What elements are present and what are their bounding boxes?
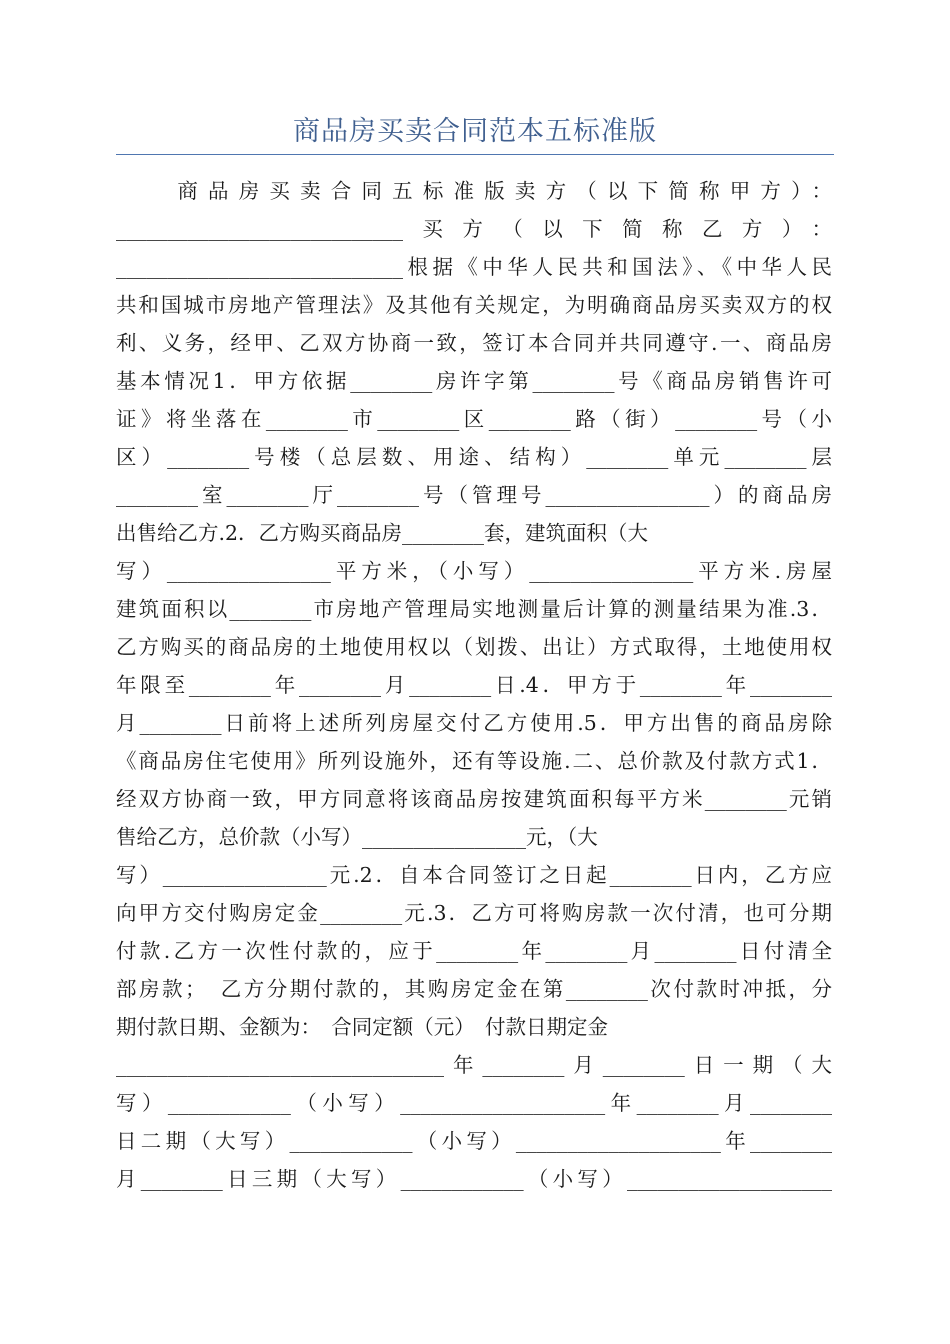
body-line: 乙方购买的商品房的土地使用权以（划拨、出让）方式取得，土地使用权: [116, 635, 832, 659]
body-line: 月________日三期（大写）____________（小写）____________________: [116, 1167, 832, 1191]
body-line: 出售给乙方.2．乙方购买商品房________套，建筑面积（大: [116, 521, 649, 545]
title-underline: [116, 154, 834, 155]
body-line: 利、义务，经甲、乙双方协商一致，签订本合同并共同遵守.一、商品房: [116, 331, 832, 355]
body-line: 部房款； 乙方分期付款的，其购房定金在第________次付款时冲抵，分: [116, 977, 832, 1001]
body-line: 共和国城市房地产管理法》及其他有关规定，为明确商品房买卖双方的权: [116, 293, 832, 317]
body-line: 写）________________元.2．自本合同签订之日起________日内，乙方应: [116, 863, 832, 887]
body-line: 区）________号楼（总层数、用途、结构）________单元________层: [116, 445, 832, 469]
body-line: 付款.乙方一次性付款的，应于________年________月________日付清全: [116, 939, 832, 963]
body-line: ____________________________根据《中华人民共和国法》、《中华人民: [116, 255, 832, 279]
body-line: 写）____________（小写）____________________年________月________: [116, 1091, 832, 1115]
body-line: 基本情况1．甲方依据________房许字第________号《商品房销售许可: [116, 369, 832, 393]
document-title: 商品房买卖合同范本五标准版: [293, 116, 657, 147]
body-line: 向甲方交付购房定金________元.3．乙方可将购房款一次付清，也可分期: [116, 901, 832, 925]
body-line: 建筑面积以________市房地产管理局实地测量后计算的测量结果为准.3．: [116, 597, 832, 621]
body-line: 日二期（大写）____________（小写）____________________年________: [116, 1129, 832, 1153]
body-line: 月________日前将上述所列房屋交付乙方使用.5．甲方出售的商品房除: [116, 711, 832, 735]
body-line: 证》将坐落在________市________区________路（街）________号（小: [116, 407, 832, 431]
body-line: 写）________________平方米，（小写）________________平方米.房屋: [116, 559, 832, 583]
body-line: ____________________________买方（以下简称乙方）：: [116, 217, 832, 241]
body-line: 商品房买卖合同五标准版卖方（以下简称甲方）：: [116, 179, 832, 203]
body-line: 售给乙方，总价款（小写）________________元，（大: [116, 825, 598, 849]
body-line: 期付款日期、金额为： 合同定额（元） 付款日期定金: [116, 1015, 608, 1039]
body-line: ________室________厅________号（管理号________________）的商品房: [116, 483, 832, 507]
body-line: ________________________________年________月________日一期（大: [116, 1053, 832, 1077]
body-line: 经双方协商一致，甲方同意将该商品房按建筑面积每平方米________元销: [116, 787, 832, 811]
contract-body: [116, 172, 832, 1198]
body-line: 《商品房住宅使用》所列设施外，还有等设施.二、总价款及付款方式1．: [116, 749, 832, 773]
body-line: 年限至________年________月________日.4．甲方于________年________: [116, 673, 832, 697]
